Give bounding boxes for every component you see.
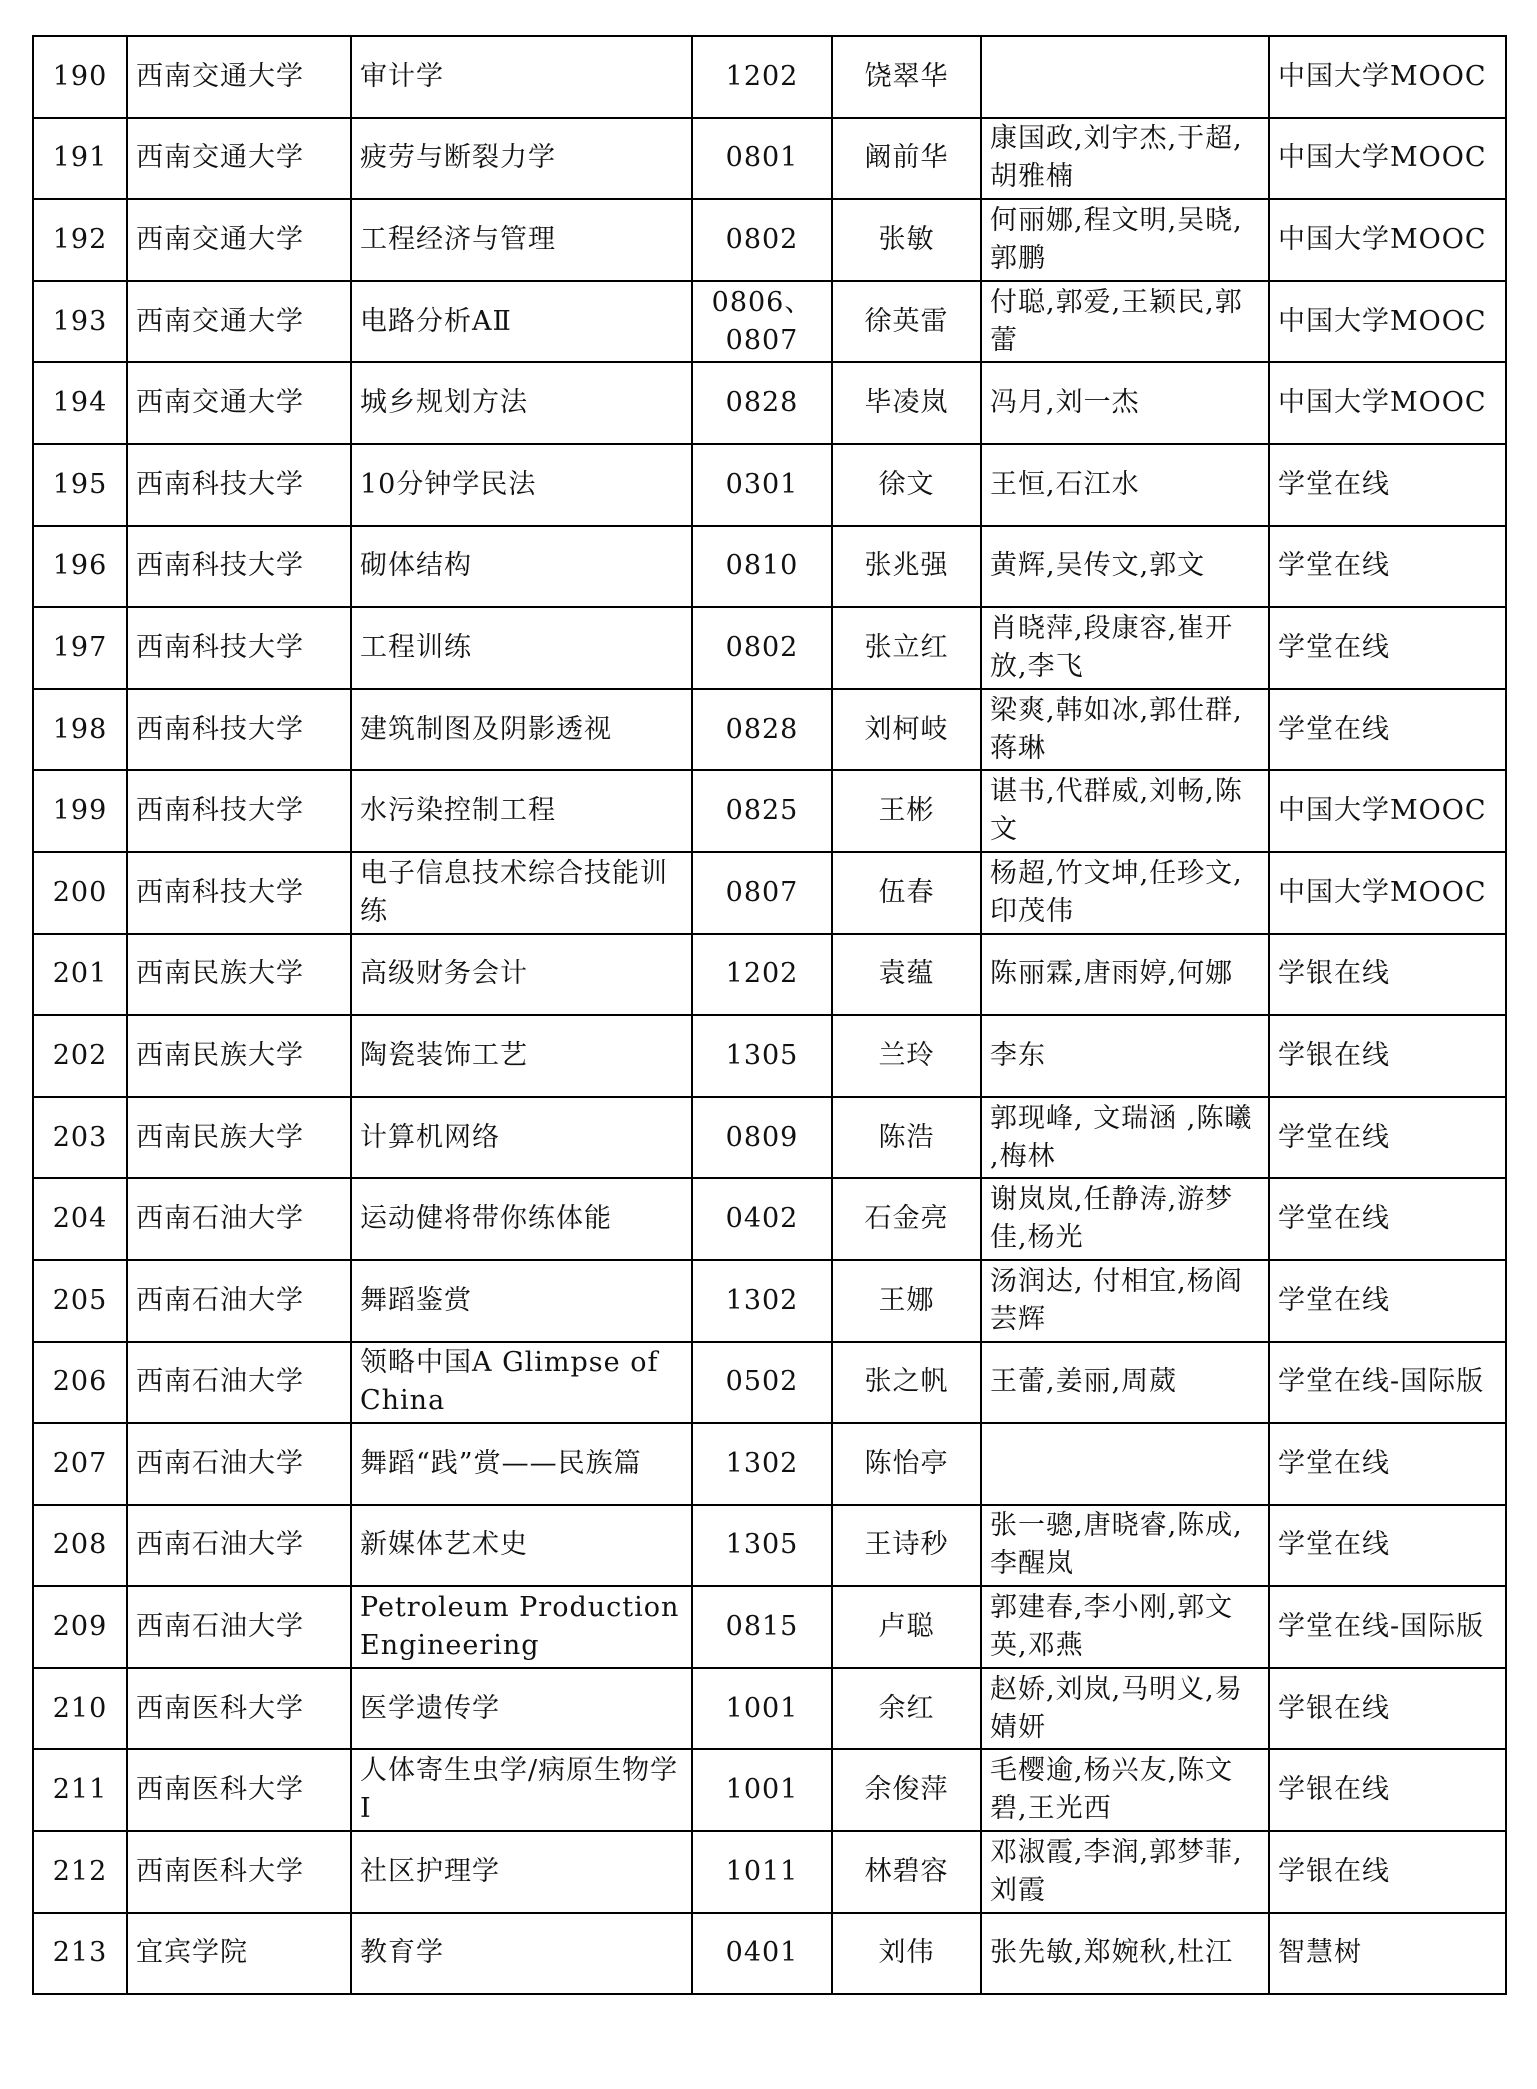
platform-name: 中国大学MOOC xyxy=(1269,362,1506,444)
row-number: 208 xyxy=(33,1505,127,1587)
team-members: 王恒,石江水 xyxy=(981,444,1269,526)
subject-code: 0402 xyxy=(692,1178,832,1260)
table-body xyxy=(33,36,1506,1994)
course-name: 疲劳与断裂力学 xyxy=(351,118,692,200)
table-row xyxy=(33,526,1506,608)
course-lead: 兰玲 xyxy=(832,1015,981,1097)
course-lead: 林碧容 xyxy=(832,1831,981,1913)
school-name: 西南科技大学 xyxy=(127,607,351,689)
course-name: 计算机网络 xyxy=(351,1097,692,1179)
platform-name: 学银在线 xyxy=(1269,1831,1506,1913)
subject-code: 1001 xyxy=(692,1749,832,1831)
subject-code: 1011 xyxy=(692,1831,832,1913)
row-number: 198 xyxy=(33,689,127,771)
table-row xyxy=(33,281,1506,363)
school-name: 西南交通大学 xyxy=(127,36,351,118)
course-table xyxy=(32,35,1507,1995)
team-members: 郭建春,李小刚,郭文英,邓燕 xyxy=(981,1586,1269,1668)
subject-code: 0810 xyxy=(692,526,832,608)
school-name: 西南交通大学 xyxy=(127,362,351,444)
row-number: 196 xyxy=(33,526,127,608)
row-number: 192 xyxy=(33,199,127,281)
course-lead: 陈浩 xyxy=(832,1097,981,1179)
platform-name: 中国大学MOOC xyxy=(1269,852,1506,934)
school-name: 西南交通大学 xyxy=(127,281,351,363)
row-number: 199 xyxy=(33,770,127,852)
team-members: 付聪,郭爱,王颖民,郭蕾 xyxy=(981,281,1269,363)
platform-name: 中国大学MOOC xyxy=(1269,118,1506,200)
table-row xyxy=(33,1097,1506,1179)
school-name: 西南石油大学 xyxy=(127,1423,351,1505)
team-members: 毛樱逾,杨兴友,陈文碧,王光西 xyxy=(981,1749,1269,1831)
row-number: 200 xyxy=(33,852,127,934)
course-lead: 张立红 xyxy=(832,607,981,689)
subject-code: 1302 xyxy=(692,1423,832,1505)
team-members: 谌书,代群威,刘畅,陈文 xyxy=(981,770,1269,852)
table-row xyxy=(33,1423,1506,1505)
course-name: 建筑制图及阴影透视 xyxy=(351,689,692,771)
school-name: 西南科技大学 xyxy=(127,444,351,526)
row-number: 203 xyxy=(33,1097,127,1179)
subject-code: 0815 xyxy=(692,1586,832,1668)
team-members: 梁爽,韩如冰,郭仕群,蒋琳 xyxy=(981,689,1269,771)
table-row xyxy=(33,1342,1506,1424)
team-members: 康国政,刘宇杰,于超,胡雅楠 xyxy=(981,118,1269,200)
row-number: 191 xyxy=(33,118,127,200)
team-members: 黄辉,吴传文,郭文 xyxy=(981,526,1269,608)
team-members: 李东 xyxy=(981,1015,1269,1097)
row-number: 195 xyxy=(33,444,127,526)
team-members: 赵娇,刘岚,马明义,易婧妍 xyxy=(981,1668,1269,1750)
platform-name: 学银在线 xyxy=(1269,1668,1506,1750)
school-name: 西南科技大学 xyxy=(127,852,351,934)
table-row xyxy=(33,1668,1506,1750)
platform-name: 智慧树 xyxy=(1269,1913,1506,1995)
table-row xyxy=(33,1505,1506,1587)
school-name: 西南民族大学 xyxy=(127,1015,351,1097)
course-name: 社区护理学 xyxy=(351,1831,692,1913)
row-number: 213 xyxy=(33,1913,127,1995)
subject-code: 1302 xyxy=(692,1260,832,1342)
team-members: 何丽娜,程文明,吴晓,郭鹏 xyxy=(981,199,1269,281)
course-name: 城乡规划方法 xyxy=(351,362,692,444)
team-members xyxy=(981,1423,1269,1505)
team-members xyxy=(981,36,1269,118)
course-lead: 伍春 xyxy=(832,852,981,934)
subject-code: 0825 xyxy=(692,770,832,852)
school-name: 西南医科大学 xyxy=(127,1749,351,1831)
row-number: 204 xyxy=(33,1178,127,1260)
course-lead: 刘柯岐 xyxy=(832,689,981,771)
course-lead: 王娜 xyxy=(832,1260,981,1342)
course-name: 教育学 xyxy=(351,1913,692,1995)
course-lead: 余红 xyxy=(832,1668,981,1750)
table-row xyxy=(33,199,1506,281)
table-row xyxy=(33,607,1506,689)
table-row xyxy=(33,934,1506,1016)
team-members: 肖晓萍,段康容,崔开放,李飞 xyxy=(981,607,1269,689)
platform-name: 学堂在线 xyxy=(1269,689,1506,771)
school-name: 西南石油大学 xyxy=(127,1505,351,1587)
team-members: 王蕾,姜丽,周葳 xyxy=(981,1342,1269,1424)
row-number: 201 xyxy=(33,934,127,1016)
subject-code: 1001 xyxy=(692,1668,832,1750)
course-lead: 王彬 xyxy=(832,770,981,852)
subject-code: 0802 xyxy=(692,199,832,281)
row-number: 202 xyxy=(33,1015,127,1097)
table-row xyxy=(33,1913,1506,1995)
subject-code: 0807 xyxy=(692,852,832,934)
table-row xyxy=(33,1749,1506,1831)
subject-code: 0502 xyxy=(692,1342,832,1424)
course-lead: 袁蕴 xyxy=(832,934,981,1016)
row-number: 197 xyxy=(33,607,127,689)
course-lead: 徐英雷 xyxy=(832,281,981,363)
subject-code: 0301 xyxy=(692,444,832,526)
row-number: 193 xyxy=(33,281,127,363)
subject-code: 0828 xyxy=(692,362,832,444)
platform-name: 学银在线 xyxy=(1269,1015,1506,1097)
school-name: 西南科技大学 xyxy=(127,689,351,771)
platform-name: 学堂在线 xyxy=(1269,607,1506,689)
platform-name: 中国大学MOOC xyxy=(1269,199,1506,281)
course-name: 水污染控制工程 xyxy=(351,770,692,852)
platform-name: 中国大学MOOC xyxy=(1269,36,1506,118)
platform-name: 学堂在线 xyxy=(1269,1260,1506,1342)
school-name: 西南交通大学 xyxy=(127,118,351,200)
course-lead: 徐文 xyxy=(832,444,981,526)
team-members: 邓淑霞,李润,郭梦菲,刘霞 xyxy=(981,1831,1269,1913)
course-name: 10分钟学民法 xyxy=(351,444,692,526)
course-name: 人体寄生虫学/病原生物学I xyxy=(351,1749,692,1831)
table-row xyxy=(33,689,1506,771)
platform-name: 中国大学MOOC xyxy=(1269,281,1506,363)
course-name: 领略中国A Glimpse of China xyxy=(351,1342,692,1424)
school-name: 西南科技大学 xyxy=(127,770,351,852)
platform-name: 学堂在线 xyxy=(1269,1178,1506,1260)
school-name: 西南石油大学 xyxy=(127,1342,351,1424)
school-name: 西南医科大学 xyxy=(127,1668,351,1750)
course-name: Petroleum Production Engineering xyxy=(351,1586,692,1668)
platform-name: 学堂在线 xyxy=(1269,526,1506,608)
school-name: 西南医科大学 xyxy=(127,1831,351,1913)
table-row xyxy=(33,1260,1506,1342)
subject-code: 0828 xyxy=(692,689,832,771)
subject-code: 0802 xyxy=(692,607,832,689)
table-row xyxy=(33,1015,1506,1097)
table-row xyxy=(33,362,1506,444)
course-lead: 张兆强 xyxy=(832,526,981,608)
platform-name: 学堂在线-国际版 xyxy=(1269,1342,1506,1424)
subject-code: 1305 xyxy=(692,1505,832,1587)
row-number: 209 xyxy=(33,1586,127,1668)
course-lead: 毕凌岚 xyxy=(832,362,981,444)
team-members: 汤润达, 付相宜,杨阎芸辉 xyxy=(981,1260,1269,1342)
course-lead: 饶翠华 xyxy=(832,36,981,118)
course-name: 工程训练 xyxy=(351,607,692,689)
course-lead: 陈怡亭 xyxy=(832,1423,981,1505)
course-lead: 阚前华 xyxy=(832,118,981,200)
subject-code: 0806、0807 xyxy=(692,281,832,363)
course-name: 运动健将带你练体能 xyxy=(351,1178,692,1260)
row-number: 211 xyxy=(33,1749,127,1831)
course-name: 审计学 xyxy=(351,36,692,118)
course-name: 舞蹈鉴赏 xyxy=(351,1260,692,1342)
team-members: 谢岚岚,任静涛,游梦佳,杨光 xyxy=(981,1178,1269,1260)
platform-name: 学堂在线 xyxy=(1269,1505,1506,1587)
table-row xyxy=(33,1586,1506,1668)
school-name: 西南民族大学 xyxy=(127,934,351,1016)
course-lead: 王诗秒 xyxy=(832,1505,981,1587)
platform-name: 学堂在线 xyxy=(1269,444,1506,526)
row-number: 194 xyxy=(33,362,127,444)
platform-name: 中国大学MOOC xyxy=(1269,770,1506,852)
course-lead: 张敏 xyxy=(832,199,981,281)
team-members: 郭现峰, 文瑞涵 ,陈曦 ,梅林 xyxy=(981,1097,1269,1179)
team-members: 冯月,刘一杰 xyxy=(981,362,1269,444)
course-lead: 张之帆 xyxy=(832,1342,981,1424)
table-row xyxy=(33,1178,1506,1260)
course-lead: 刘伟 xyxy=(832,1913,981,1995)
row-number: 212 xyxy=(33,1831,127,1913)
platform-name: 学堂在线 xyxy=(1269,1423,1506,1505)
subject-code: 0801 xyxy=(692,118,832,200)
school-name: 西南民族大学 xyxy=(127,1097,351,1179)
school-name: 宜宾学院 xyxy=(127,1913,351,1995)
table-row xyxy=(33,36,1506,118)
team-members: 张先敏,郑婉秋,杜江 xyxy=(981,1913,1269,1995)
course-name: 砌体结构 xyxy=(351,526,692,608)
platform-name: 学堂在线 xyxy=(1269,1097,1506,1179)
subject-code: 1202 xyxy=(692,36,832,118)
subject-code: 0401 xyxy=(692,1913,832,1995)
row-number: 210 xyxy=(33,1668,127,1750)
course-name: 电路分析AⅡ xyxy=(351,281,692,363)
team-members: 杨超,竹文坤,任珍文,印茂伟 xyxy=(981,852,1269,934)
course-name: 电子信息技术综合技能训练 xyxy=(351,852,692,934)
course-lead: 余俊萍 xyxy=(832,1749,981,1831)
school-name: 西南科技大学 xyxy=(127,526,351,608)
school-name: 西南石油大学 xyxy=(127,1586,351,1668)
row-number: 207 xyxy=(33,1423,127,1505)
course-name: 陶瓷装饰工艺 xyxy=(351,1015,692,1097)
row-number: 190 xyxy=(33,36,127,118)
school-name: 西南交通大学 xyxy=(127,199,351,281)
course-lead: 卢聪 xyxy=(832,1586,981,1668)
subject-code: 1305 xyxy=(692,1015,832,1097)
table-row xyxy=(33,1831,1506,1913)
table-row xyxy=(33,852,1506,934)
platform-name: 学堂在线-国际版 xyxy=(1269,1586,1506,1668)
row-number: 206 xyxy=(33,1342,127,1424)
table-row xyxy=(33,770,1506,852)
subject-code: 1202 xyxy=(692,934,832,1016)
table-row xyxy=(33,444,1506,526)
course-name: 医学遗传学 xyxy=(351,1668,692,1750)
school-name: 西南石油大学 xyxy=(127,1260,351,1342)
course-name: 新媒体艺术史 xyxy=(351,1505,692,1587)
course-name: 高级财务会计 xyxy=(351,934,692,1016)
subject-code: 0809 xyxy=(692,1097,832,1179)
row-number: 205 xyxy=(33,1260,127,1342)
course-name: 工程经济与管理 xyxy=(351,199,692,281)
course-name: 舞蹈“践”赏——民族篇 xyxy=(351,1423,692,1505)
team-members: 陈丽霖,唐雨婷,何娜 xyxy=(981,934,1269,1016)
course-lead: 石金亮 xyxy=(832,1178,981,1260)
platform-name: 学银在线 xyxy=(1269,1749,1506,1831)
platform-name: 学银在线 xyxy=(1269,934,1506,1016)
team-members: 张一骢,唐晓睿,陈成,李醒岚 xyxy=(981,1505,1269,1587)
table-row xyxy=(33,118,1506,200)
school-name: 西南石油大学 xyxy=(127,1178,351,1260)
